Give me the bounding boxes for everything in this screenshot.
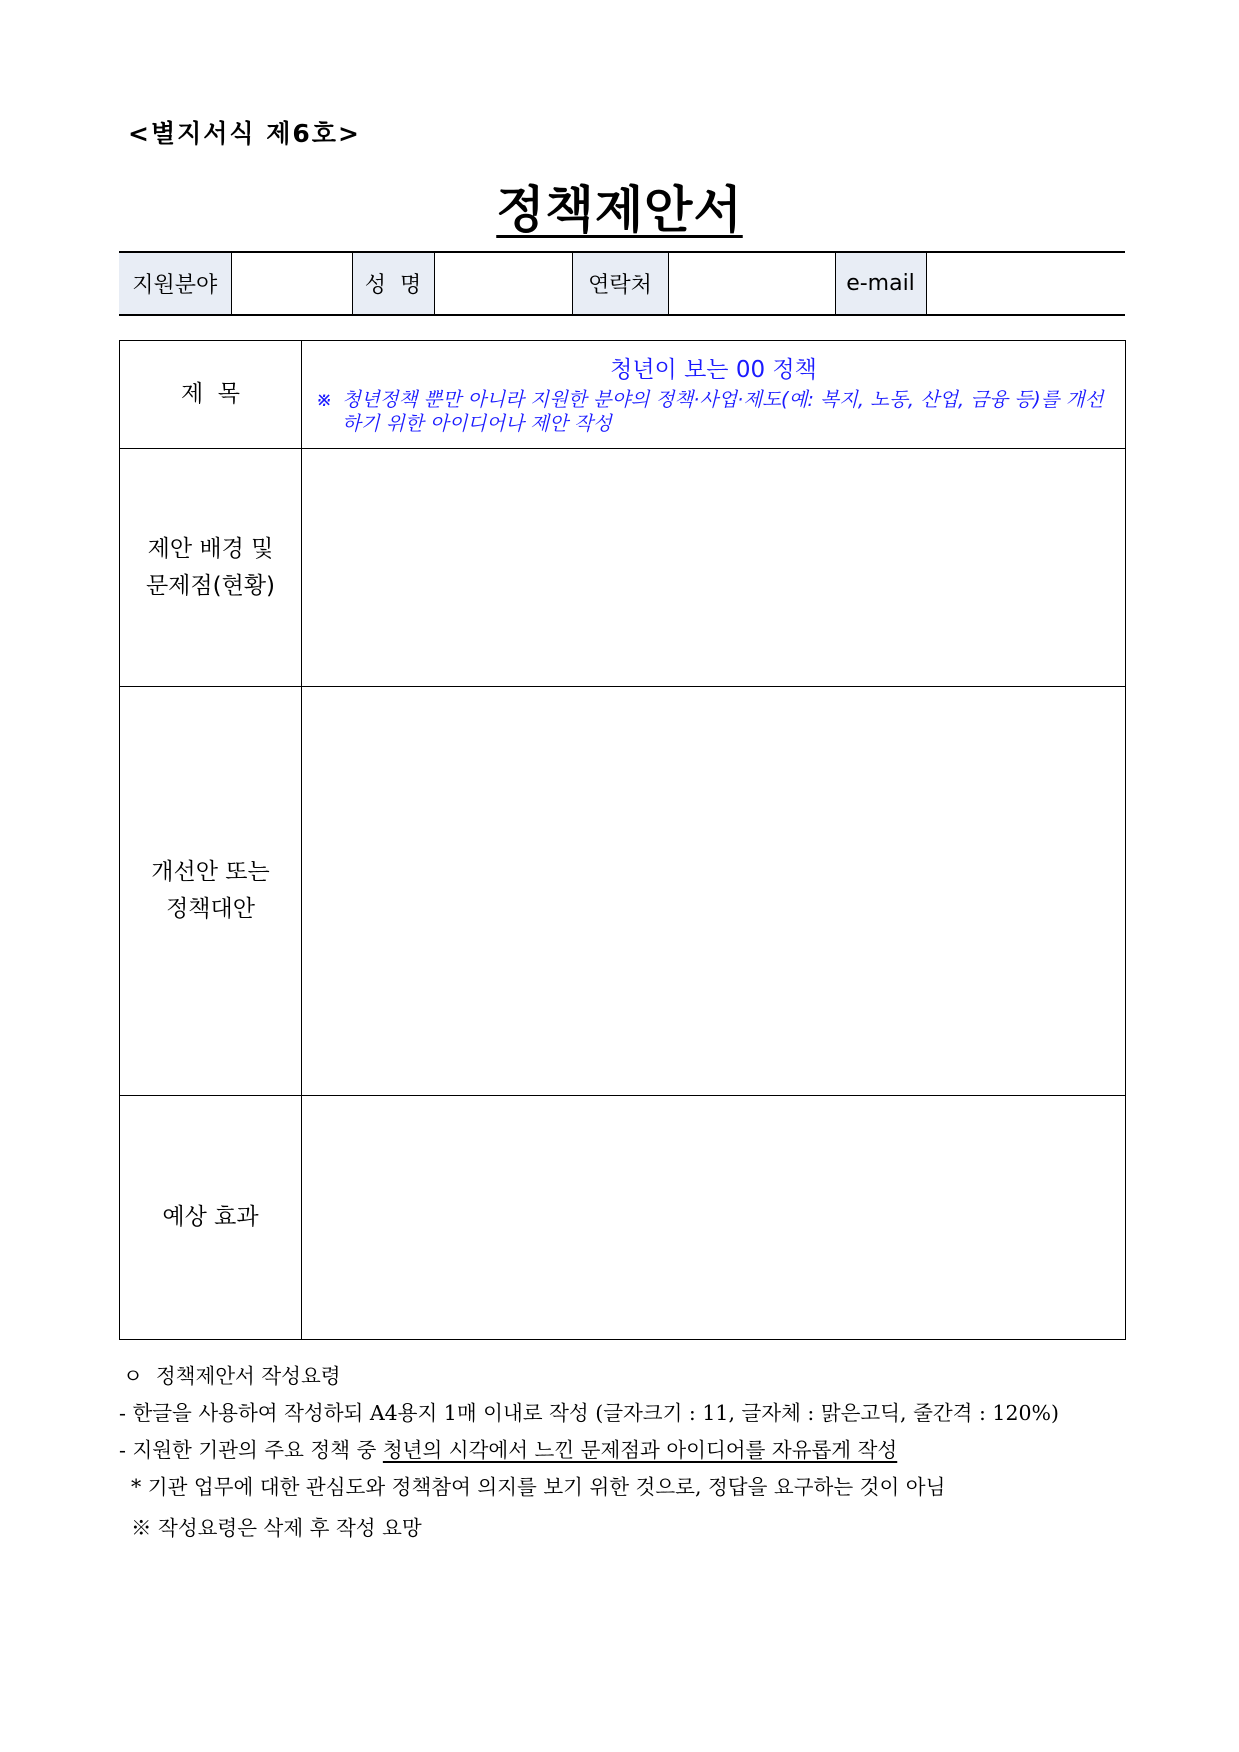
proposal-table xyxy=(119,340,1126,1340)
email-input[interactable] xyxy=(926,252,1125,315)
subject-title: 청년이 보는 00 정책 xyxy=(610,357,817,383)
effect-input[interactable] xyxy=(302,1096,1126,1340)
guideline-item-2-prefix: - 지원한 기관의 주요 정책 중 xyxy=(119,1438,383,1462)
guideline-remark: ※ 작성요령은 삭제 후 작성 요망 xyxy=(131,1516,422,1540)
background-label-line-1: 제안 배경 및 xyxy=(147,535,274,562)
field-input[interactable] xyxy=(231,252,352,315)
background-label-line-2: 문제점(현황) xyxy=(145,572,276,599)
guidelines-heading: ㅇ 정책제안서 작성요령 xyxy=(123,1364,341,1388)
email-label: e-mail xyxy=(835,252,926,315)
improvement-label-line-1: 개선안 또는 xyxy=(151,859,270,885)
name-input[interactable] xyxy=(434,252,572,315)
contact-label: 연락처 xyxy=(572,252,668,315)
contact-input[interactable] xyxy=(668,252,835,315)
document-title-wrap xyxy=(0,170,1239,242)
subject-note-text: 청년정책 뿐만 아니라 지원한 분야의 정책·사업·제도(예: 복지, 노동, 산업, 금융 등)를 개선하기 위한 아이디어나 제안 작성 xyxy=(342,388,1104,435)
background-label xyxy=(120,449,302,687)
applicant-info-table xyxy=(119,251,1125,316)
subject-label xyxy=(120,341,302,449)
reference-mark-icon: ※ xyxy=(316,388,333,411)
guideline-item-2 xyxy=(119,1432,1129,1469)
background-row xyxy=(120,449,1126,687)
writing-guidelines xyxy=(119,1358,1129,1547)
subject-note xyxy=(302,388,1125,444)
subject-label-text: 제 목 xyxy=(180,381,241,407)
improvement-label-line-2: 정책대안 xyxy=(166,896,255,922)
guideline-note: * 기관 업무에 대한 관심도와 정책참여 의지를 보기 위한 것으로, 정답을 요구하는 것이 아님 xyxy=(131,1475,946,1499)
effect-row xyxy=(120,1096,1126,1340)
field-label: 지원분야 xyxy=(119,252,231,315)
applicant-info-row xyxy=(119,252,1125,315)
form-number-label: <별지서식 제6호> xyxy=(128,119,361,148)
name-label: 성 명 xyxy=(352,252,434,315)
guideline-item-1: - 한글을 사용하여 작성하되 A4용지 1매 이내로 작성 (글자크기 : 11, 글자체 : 맑은고딕, 줄간격 : 120%) xyxy=(119,1401,1060,1425)
subject-row xyxy=(120,341,1126,449)
improvement-row xyxy=(120,687,1126,1096)
improvement-label xyxy=(120,687,302,1096)
guideline-item-2-emphasis: 청년의 시각에서 느낀 문제점과 아이디어를 자유롭게 작성 xyxy=(382,1438,898,1462)
improvement-input[interactable] xyxy=(302,687,1126,1096)
subject-cell[interactable] xyxy=(302,341,1126,449)
background-input[interactable] xyxy=(302,449,1126,687)
effect-label: 예상 효과 xyxy=(120,1096,302,1340)
document-title: 정책제안서 xyxy=(496,181,743,239)
